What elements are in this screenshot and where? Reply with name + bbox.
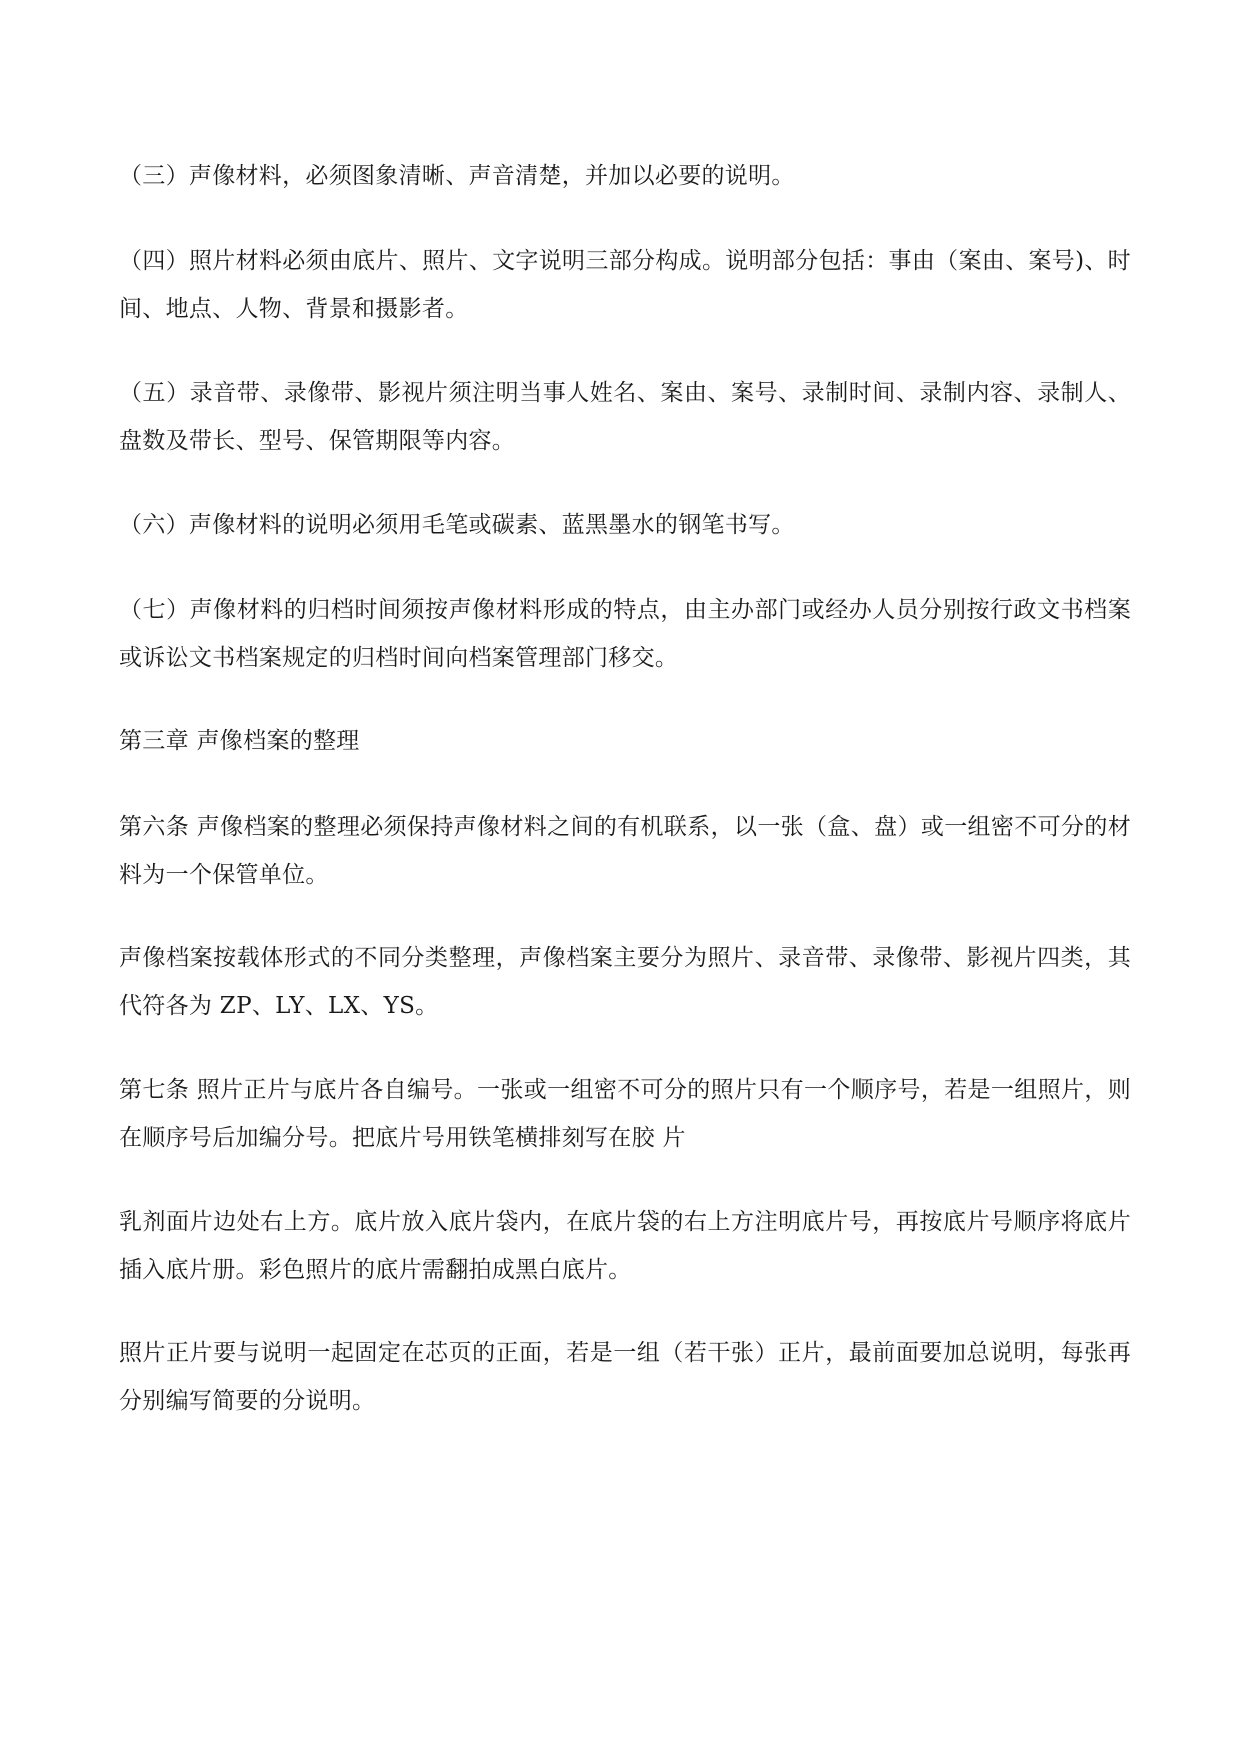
paragraph-item-7: （七）声像材料的归档时间须按声像材料形成的特点，由主办部门或经办人员分别按行政文书档案或诉讼文书档案规定的归档时间向档案管理部门移交。 — [119, 597, 1131, 671]
paragraph-item-5: （五）录音带、录像带、影视片须注明当事人姓名、案由、案号、录制时间、录制内容、录制人、盘数及带长、型号、保管期限等内容。 — [119, 380, 1131, 454]
print-mounting-paragraph: 照片正片要与说明一起固定在芯页的正面，若是一组（若干张）正片，最前面要加总说明，每张再分别编写简要的分说明。 — [119, 1340, 1131, 1414]
paragraph-item-6: （六）声像材料的说明必须用毛笔或碳素、蓝黑墨水的钢笔书写。 — [119, 512, 795, 538]
article-7: 第七条 照片正片与底片各自编号。一张或一组密不可分的照片只有一个顺序号，若是一组照片，则在顺序号后加编分号。把底片号用铁笔横排刻写在胶 片 — [119, 1077, 1131, 1151]
classification-paragraph: 声像档案按载体形式的不同分类整理，声像档案主要分为照片、录音带、录像带、影视片四类，其代符各为 ZP、LY、LX、YS。 — [119, 945, 1131, 1019]
paragraph-item-4: （四）照片材料必须由底片、照片、文字说明三部分构成。说明部分包括：事由（案由、案号)、时间、地点、人物、背景和摄影者。 — [119, 248, 1131, 322]
negative-handling-paragraph: 乳剂面片边处右上方。底片放入底片袋内，在底片袋的右上方注明底片号，再按底片号顺序将底片插入底片册。彩色照片的底片需翻拍成黑白底片。 — [119, 1209, 1131, 1283]
article-6: 第六条 声像档案的整理必须保持声像材料之间的有机联系，以一张（盒、盘）或一组密不可分的材料为一个保管单位。 — [119, 814, 1131, 888]
chapter-heading: 第三章 声像档案的整理 — [119, 728, 360, 754]
paragraph-item-3: （三）声像材料，必须图象清晰、声音清楚，并加以必要的说明。 — [119, 163, 795, 189]
